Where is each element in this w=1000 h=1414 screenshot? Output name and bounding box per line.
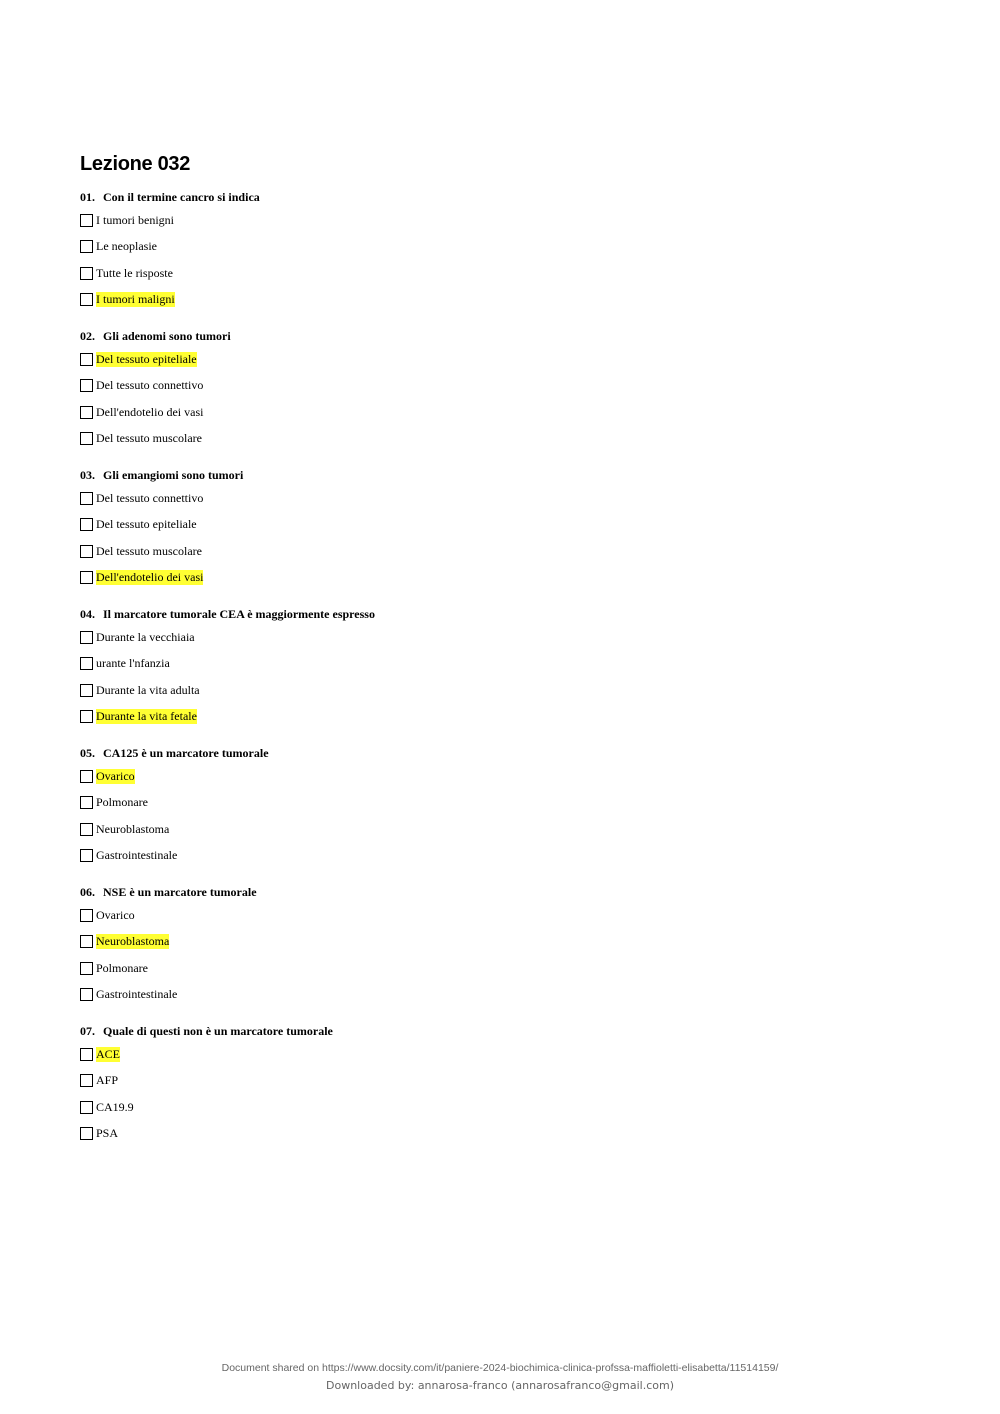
checkbox[interactable] [80, 432, 93, 445]
checkbox[interactable] [80, 214, 93, 227]
answer-option-label: Del tessuto connettivo [96, 378, 204, 393]
checkbox[interactable] [80, 1048, 93, 1061]
checkbox[interactable] [80, 492, 93, 505]
answer-option[interactable] [80, 234, 780, 261]
answer-option-label: PSA [96, 1126, 119, 1141]
checkbox[interactable] [80, 379, 93, 392]
answer-option-label: Durante la vecchiaia [96, 629, 195, 644]
question-block [80, 465, 780, 591]
answer-option-label: Del tessuto epiteliale [96, 351, 197, 366]
answer-option[interactable] [80, 426, 780, 453]
answer-option-label: Del tessuto muscolare [96, 431, 202, 446]
answer-option-correct[interactable] [80, 287, 780, 314]
answer-option[interactable] [80, 816, 780, 843]
question-heading [80, 743, 780, 763]
answer-option[interactable] [80, 790, 780, 817]
question-text: Gli adenomi sono tumori [103, 329, 231, 343]
checkbox[interactable] [80, 770, 93, 783]
answer-option-label: Gastrointestinale [96, 987, 178, 1002]
question-number: 03. [80, 468, 95, 482]
answer-option[interactable] [80, 399, 780, 426]
answer-option-label: Tutte le risposte [96, 265, 173, 280]
question-number: 02. [80, 329, 95, 343]
answer-option-label: Durante la vita fetale [96, 709, 197, 724]
answer-option[interactable] [80, 677, 780, 704]
answer-option-correct[interactable] [80, 704, 780, 731]
checkbox[interactable] [80, 406, 93, 419]
answer-option-label: urante l'nfanzia [96, 656, 170, 671]
question-number: 07. [80, 1024, 95, 1038]
checkbox[interactable] [80, 545, 93, 558]
question-text: Il marcatore tumorale CEA è maggiormente espresso [103, 607, 375, 621]
checkbox[interactable] [80, 988, 93, 1001]
answer-option-label: Durante la vita adulta [96, 682, 200, 697]
answer-option[interactable] [80, 373, 780, 400]
checkbox[interactable] [80, 353, 93, 366]
question-number: 01. [80, 190, 95, 204]
answer-option[interactable] [80, 651, 780, 678]
question-text: Gli emangiomi sono tumori [103, 468, 244, 482]
answer-option-label: I tumori maligni [96, 292, 175, 307]
answer-option[interactable] [80, 260, 780, 287]
question-block [80, 1021, 780, 1147]
question-block [80, 882, 780, 1008]
question-heading [80, 465, 780, 485]
question-block [80, 326, 780, 452]
checkbox[interactable] [80, 240, 93, 253]
question-number: 06. [80, 885, 95, 899]
question-block [80, 187, 780, 313]
answer-option[interactable] [80, 1121, 780, 1148]
question-heading [80, 604, 780, 624]
answer-option[interactable] [80, 843, 780, 870]
answer-option-label: Ovarico [96, 768, 135, 783]
answer-option-label: ACE [96, 1046, 120, 1061]
checkbox[interactable] [80, 657, 93, 670]
checkbox[interactable] [80, 571, 93, 584]
answer-option-label: Polmonare [96, 960, 148, 975]
answer-option[interactable] [80, 902, 780, 929]
answer-option[interactable] [80, 982, 780, 1009]
answer-option-label: Neuroblastoma [96, 934, 170, 949]
answer-option[interactable] [80, 207, 780, 234]
checkbox[interactable] [80, 710, 93, 723]
checkbox[interactable] [80, 962, 93, 975]
answer-option[interactable] [80, 1068, 780, 1095]
answer-option-label: I tumori benigni [96, 212, 174, 227]
question-text: CA125 è un marcatore tumorale [103, 746, 269, 760]
answer-option-correct[interactable] [80, 763, 780, 790]
answer-option[interactable] [80, 485, 780, 512]
checkbox[interactable] [80, 684, 93, 697]
answer-option[interactable] [80, 512, 780, 539]
answer-option-label: Le neoplasie [96, 239, 157, 254]
answer-option-label: Polmonare [96, 795, 148, 810]
checkbox[interactable] [80, 631, 93, 644]
checkbox[interactable] [80, 267, 93, 280]
answer-option-label: Neuroblastoma [96, 821, 170, 836]
answer-option-label: Del tessuto muscolare [96, 543, 202, 558]
checkbox[interactable] [80, 1101, 93, 1114]
answer-option[interactable] [80, 955, 780, 982]
answer-option-correct[interactable] [80, 1041, 780, 1068]
checkbox[interactable] [80, 935, 93, 948]
answer-option-label: Del tessuto connettivo [96, 490, 204, 505]
footer-download-notice: Downloaded by: annarosa-franco (annarosafranco@gmail.com) [326, 1379, 674, 1392]
answer-option-correct[interactable] [80, 346, 780, 373]
question-block [80, 604, 780, 730]
checkbox[interactable] [80, 823, 93, 836]
checkbox[interactable] [80, 1127, 93, 1140]
answer-option-label: Dell'endotelio dei vasi [96, 570, 204, 585]
question-text: NSE è un marcatore tumorale [103, 885, 257, 899]
question-heading [80, 1021, 780, 1041]
answer-option[interactable] [80, 624, 780, 651]
answer-option-label: Del tessuto epiteliale [96, 517, 197, 532]
checkbox[interactable] [80, 796, 93, 809]
answer-option-correct[interactable] [80, 929, 780, 956]
footer-shared-notice: Document shared on https://www.docsity.com/it/paniere-2024-biochimica-clinica-profssa-maffioletti-elisabetta/11514159/ [221, 1362, 779, 1374]
question-number: 05. [80, 746, 95, 760]
checkbox[interactable] [80, 849, 93, 862]
answer-option-label: CA19.9 [96, 1099, 134, 1114]
answer-option-label: Gastrointestinale [96, 848, 178, 863]
checkbox[interactable] [80, 1074, 93, 1087]
question-number: 04. [80, 607, 95, 621]
question-text: Con il termine cancro si indica [103, 190, 260, 204]
answer-option-correct[interactable] [80, 565, 780, 592]
answer-option[interactable] [80, 1094, 780, 1121]
answer-option[interactable] [80, 538, 780, 565]
question-text: Quale di questi non è un marcatore tumorale [103, 1024, 333, 1038]
question-list [80, 187, 780, 1160]
question-block [80, 743, 780, 869]
checkbox[interactable] [80, 909, 93, 922]
question-heading [80, 882, 780, 902]
question-heading [80, 187, 780, 207]
answer-option-label: Ovarico [96, 907, 135, 922]
page-title: Lezione 032 [80, 153, 191, 175]
answer-option-label: AFP [96, 1073, 119, 1088]
question-heading [80, 326, 780, 346]
checkbox[interactable] [80, 518, 93, 531]
answer-option-label: Dell'endotelio dei vasi [96, 404, 204, 419]
checkbox[interactable] [80, 293, 93, 306]
